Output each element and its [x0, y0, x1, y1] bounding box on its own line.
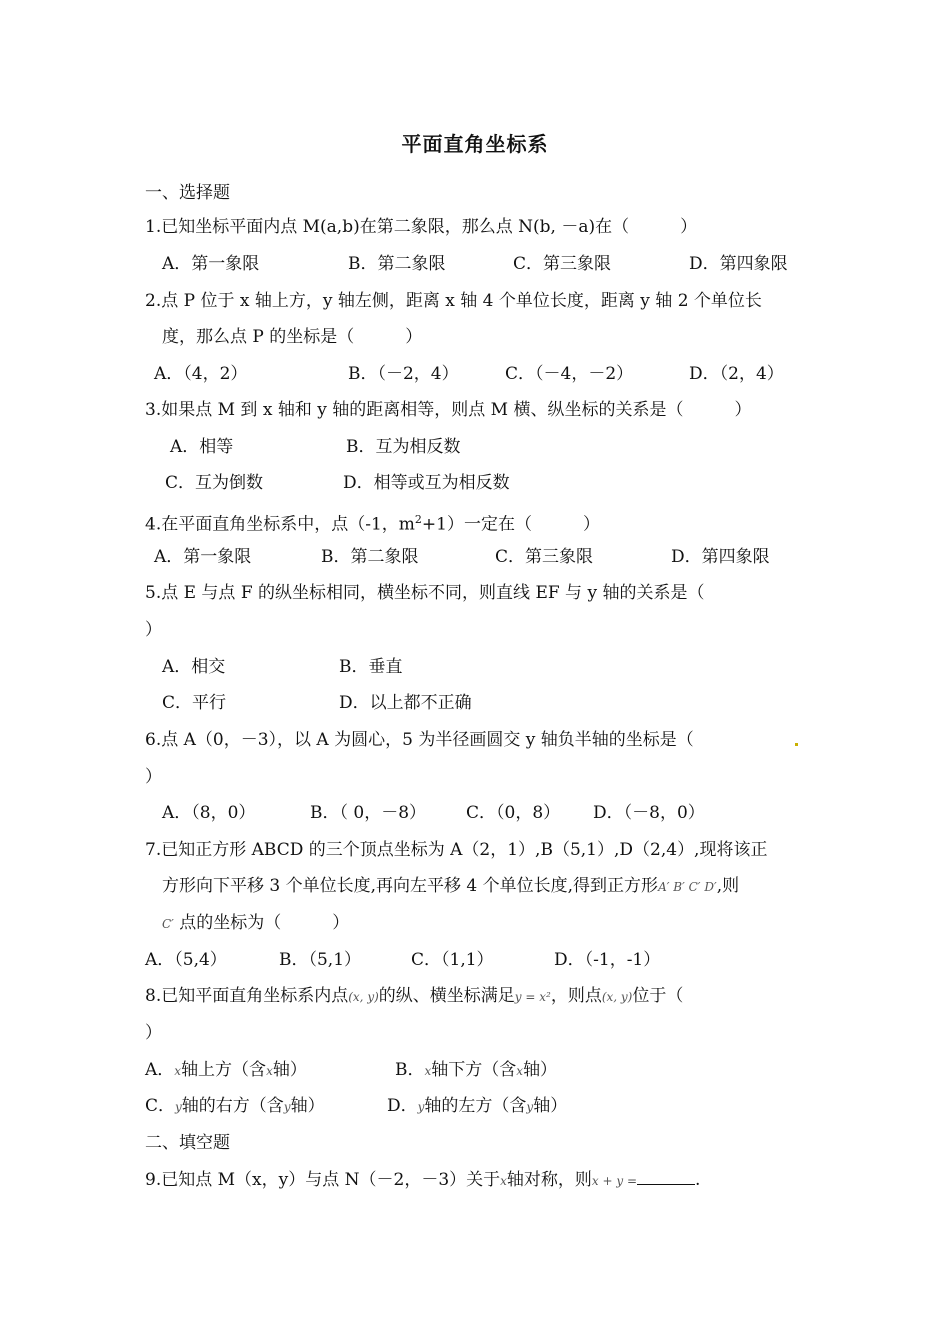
- question-4-stem: [145, 508, 600, 537]
- question-5-option-a: A．相交: [162, 657, 226, 677]
- question-2-option-c: C．（－4，－2）: [505, 364, 634, 384]
- question-5-option-b: B．垂直: [339, 657, 403, 677]
- opt-math: y: [175, 1100, 182, 1114]
- opt-math: x: [424, 1064, 432, 1078]
- question-7-stem-line3-text: 点的坐标为（ ）: [173, 913, 350, 933]
- question-4-stem-suffix: +1）一定在（ ）: [421, 514, 600, 535]
- question-8-math-equation: y = x²: [514, 990, 551, 1004]
- opt-math: y: [526, 1100, 534, 1114]
- opt-text: 轴下方（含: [431, 1060, 517, 1080]
- question-9-text-b: 轴对称，则: [506, 1170, 592, 1190]
- question-6-stem-line2: ）: [145, 767, 162, 787]
- question-7-option-a: A．（5,4）: [145, 950, 227, 970]
- question-4-option-d: D．第四象限: [671, 547, 770, 567]
- document-title: 平面直角坐标系: [401, 132, 549, 156]
- opt-math: x: [516, 1064, 524, 1078]
- question-9-math-sum: x + y =: [591, 1174, 638, 1188]
- question-1-option-c: C．第三象限: [513, 254, 612, 274]
- question-8-math-point-2: (x, y): [601, 990, 633, 1004]
- question-7-stem-line2-text: 方形向下平移 3 个单位长度,再向左平移 4 个单位长度,得到正方形: [162, 876, 659, 896]
- question-5-stem-line1: 5.点 E 与点 F 的纵坐标相同，横坐标不同，则直线 EF 与 y 轴的关系是（: [145, 583, 705, 603]
- question-8-option-c: [145, 1094, 325, 1119]
- opt-math: x: [174, 1064, 182, 1078]
- question-3-option-d: D．相等或互为相反数: [343, 473, 510, 493]
- question-7-option-d: D．（-1，-1）: [554, 950, 661, 970]
- opt-prefix: B．: [395, 1060, 425, 1080]
- section-heading-fill: 二、填空题: [145, 1133, 230, 1153]
- opt-text: 轴上方（含: [181, 1060, 267, 1080]
- question-9-stem: [145, 1168, 700, 1193]
- question-8-option-d: [387, 1094, 567, 1119]
- answer-blank[interactable]: [637, 1168, 695, 1185]
- question-9-end: .: [695, 1170, 701, 1190]
- opt-prefix: A．: [145, 1060, 175, 1080]
- question-9-text-a: 9.已知点 M（x，y）与点 N（－2，－3）关于: [145, 1170, 501, 1190]
- question-8-text-d: 位于（: [632, 986, 684, 1006]
- question-7-stem-line2: [162, 874, 739, 899]
- question-1-option-a: A．第一象限: [162, 254, 260, 274]
- question-3-option-b: B．互为相反数: [346, 437, 461, 457]
- question-5-option-d: D．以上都不正确: [339, 693, 472, 713]
- question-6-option-d: D．（－8，0）: [593, 803, 705, 823]
- opt-prefix: D．: [387, 1096, 418, 1116]
- question-4-option-b: B．第二象限: [321, 547, 419, 567]
- question-8-option-b: [395, 1058, 557, 1083]
- question-4-option-a: A．第一象限: [154, 547, 252, 567]
- question-7-stem-line3: [162, 911, 349, 936]
- question-8-text-c: ，则点: [550, 986, 602, 1006]
- question-2-option-d: D．（2，4）: [689, 364, 784, 384]
- question-2-option-b: B．（－2，4）: [348, 364, 459, 384]
- opt-text: 轴）: [290, 1096, 325, 1116]
- question-6-option-a: A．（8，0）: [162, 803, 256, 823]
- question-5-option-c: C．平行: [162, 693, 227, 713]
- question-1-option-d: D．第四象限: [689, 254, 788, 274]
- question-8-option-a: [145, 1058, 307, 1083]
- question-8-text-a: 8.已知平面直角坐标系内点: [145, 986, 349, 1006]
- question-2-stem-line2: 度，那么点 P 的坐标是（ ）: [162, 327, 423, 347]
- opt-prefix: C．: [145, 1096, 176, 1116]
- question-3-option-a: A．相等: [170, 437, 234, 457]
- question-7-option-c: C．（1,1）: [411, 950, 494, 970]
- question-6-option-b: B．（ 0，－8）: [310, 803, 427, 823]
- question-2-option-a: A．（4，2）: [154, 364, 248, 384]
- section-heading-choice: 一、选择题: [145, 183, 230, 203]
- opt-text: 轴的右方（含: [181, 1096, 284, 1116]
- question-7-point-label: C′: [162, 917, 174, 931]
- opt-text: 轴的左方（含: [424, 1096, 527, 1116]
- question-4-exponent: 2: [414, 513, 422, 526]
- question-4-stem-prefix: 4.在平面直角坐标系中，点（-1，m: [145, 514, 415, 535]
- question-1-stem: 1.已知坐标平面内点 M(a,b)在第二象限，那么点 N(b, －a)在（ ）: [145, 217, 698, 237]
- question-7-option-b: B．（5,1）: [279, 950, 362, 970]
- question-4-option-c: C．第三象限: [495, 547, 594, 567]
- question-8-math-point-1: (x, y): [348, 990, 379, 1004]
- question-7-stem-line2-suffix: ,则: [716, 876, 740, 896]
- question-8-stem-line1: [145, 984, 683, 1009]
- question-5-stem-line2: ）: [145, 620, 162, 640]
- question-3-option-c: C．互为倒数: [165, 473, 264, 493]
- question-7-square-label: A′ B′ C′ D′: [658, 880, 717, 894]
- question-9-math-axis: x: [500, 1174, 507, 1188]
- question-1-option-b: B．第二象限: [348, 254, 446, 274]
- question-7-stem-line1: 7.已知正方形 ABCD 的三个顶点坐标为 A（2，1）,B（5,1）,D（2,4）,现将该正: [145, 840, 768, 860]
- question-8-stem-line2: ）: [145, 1023, 162, 1043]
- opt-math: y: [417, 1100, 425, 1114]
- stray-mark: [795, 743, 798, 746]
- opt-text: 轴）: [533, 1096, 568, 1116]
- opt-text: 轴）: [523, 1060, 558, 1080]
- opt-math: y: [283, 1100, 291, 1114]
- question-8-text-b: 的纵、横坐标满足: [378, 986, 515, 1006]
- question-2-stem-line1: 2.点 P 位于 x 轴上方，y 轴左侧，距离 x 轴 4 个单位长度，距离 y 轴 2 个单位长: [145, 291, 762, 311]
- question-6-option-c: C．（0，8）: [466, 803, 561, 823]
- question-3-stem: 3.如果点 M 到 x 轴和 y 轴的距离相等，则点 M 横、纵坐标的关系是（ ）: [145, 400, 752, 420]
- question-6-stem-line1: 6.点 A（0，－3），以 A 为圆心，5 为半径画圆交 y 轴负半轴的坐标是（: [145, 730, 694, 750]
- opt-math: x: [266, 1064, 273, 1078]
- opt-text: 轴）: [272, 1060, 307, 1080]
